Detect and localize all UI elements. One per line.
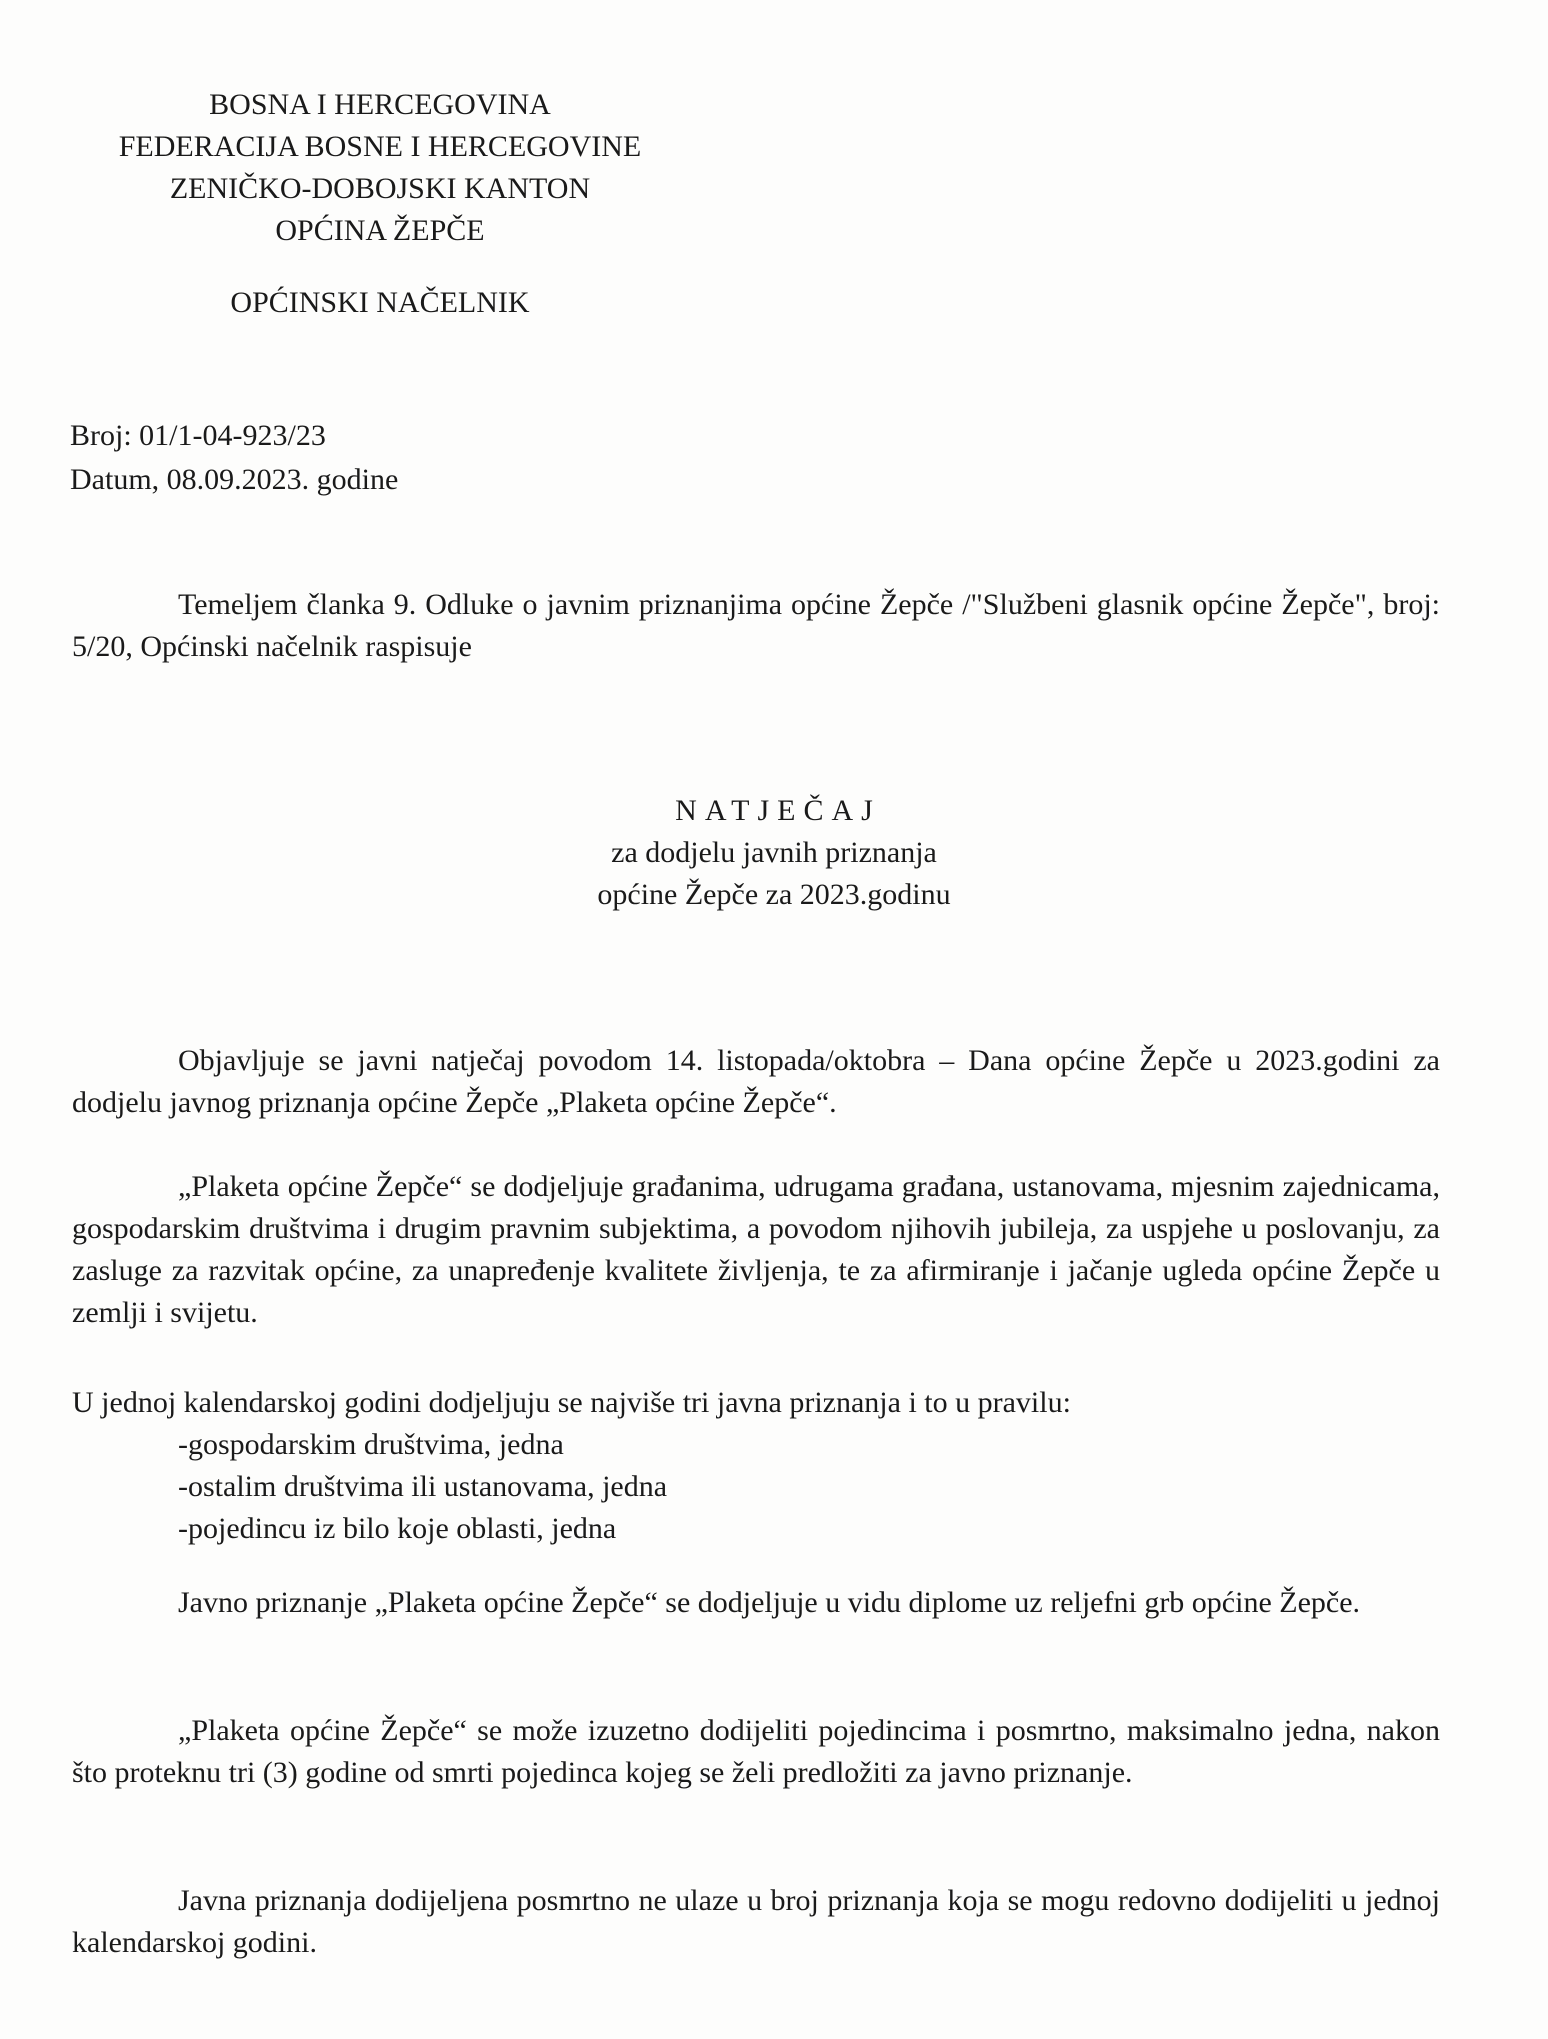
list-item: -gospodarskim društvima, jedna (178, 1428, 564, 1461)
section-posthumous-count (72, 1880, 1440, 1964)
document-title (0, 790, 1548, 916)
section-award-form (72, 1582, 1440, 1624)
header-federation: FEDERACIJA BOSNE I HERCEGOVINE (118, 130, 642, 163)
document-header (60, 84, 700, 324)
title-main: NATJEČAJ (675, 794, 881, 827)
reference-date: Datum, 08.09.2023. godine (70, 463, 399, 496)
section-eligibility (72, 1166, 1440, 1334)
list-item: -pojedincu iz bilo koje oblasti, jedna (178, 1512, 617, 1545)
document-references (70, 414, 398, 502)
reference-number: Broj: 01/1-04-923/23 (70, 419, 326, 452)
award-category-list (72, 1424, 1440, 1550)
header-municipality: OPĆINA ŽEPČE (275, 214, 485, 247)
paragraph-eligibility: „Plaketa općine Žepče“ se dodjeljuje građanima, udrugama građana, ustanovama, mjesnim zajednicama, gospodarskim društvima i drugim pravnim subjektima, a povodom njihovih jubileja, za uspjehe u poslovanju, za zasluge za razvitak općine, za unapređenje kvalitete življenja, te za afirmiranje i jačanje ugleda općine Žepče u zemlji i svijetu. (72, 1170, 1440, 1329)
title-subtitle-1: za dodjelu javnih priznanja (611, 836, 937, 869)
paragraph-award-count: U jednoj kalendarskoj godini dodjeljuju se najviše tri javna priznanja i to u pravilu: (72, 1386, 1071, 1419)
section-announcement (72, 1040, 1440, 1124)
paragraph-announcement: Objavljuje se javni natječaj povodom 14. listopada/oktobra – Dana općine Žepče u 2023.godini za dodjelu javnog priznanja općine Žepče „Plaketa općine Žepče“. (72, 1044, 1440, 1119)
intro-paragraph: Temeljem članka 9. Odluke o javnim priznanjima općine Žepče /"Službeni glasnik općine Žepče", broj: 5/20, Općinski načelnik raspisuje (72, 588, 1440, 663)
section-posthumous (72, 1710, 1440, 1794)
paragraph-award-form: Javno priznanje „Plaketa općine Žepče“ se dodjeljuje u vidu diplome uz reljefni grb općine Žepče. (178, 1586, 1361, 1619)
paragraph-posthumous: „Plaketa općine Žepče“ se može izuzetno dodijeliti pojedincima i posmrtno, maksimalno jedna, nakon što proteknu tri (3) godine od smrti pojedinca kojeg se želi predložiti za javno priznanje. (72, 1714, 1440, 1789)
header-canton: ZENIČKO-DOBOJSKI KANTON (169, 172, 591, 205)
section-award-count (72, 1382, 1440, 1550)
intro-section (72, 584, 1440, 668)
list-item: -ostalim društvima ili ustanovama, jedna (178, 1470, 668, 1503)
header-office: OPĆINSKI NAČELNIK (230, 286, 530, 319)
paragraph-posthumous-count: Javna priznanja dodijeljena posmrtno ne ulaze u broj priznanja koja se mogu redovno dodijeliti u jednoj kalendarskoj godini. (72, 1884, 1440, 1959)
header-country: BOSNA I HERCEGOVINA (209, 88, 551, 121)
title-subtitle-2: općine Žepče za 2023.godinu (597, 878, 951, 911)
